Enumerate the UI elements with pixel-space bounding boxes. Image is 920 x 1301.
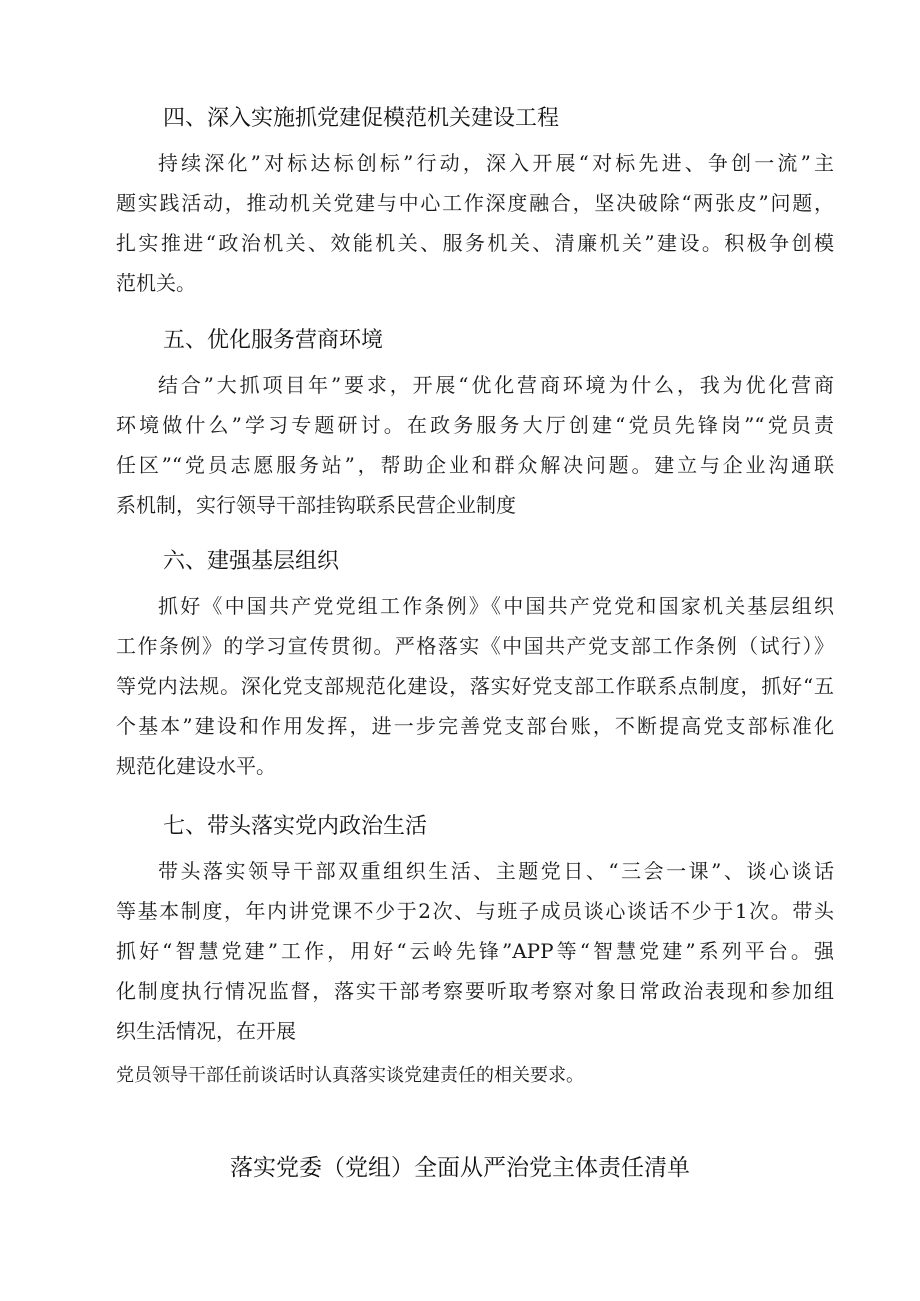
body-line: 系机制，实行领导干部挂钩联系民营企业制度 — [116, 493, 516, 517]
body-line: 带头落实领导干部双重组织生活、主题党日、“三会一课”、谈心谈话 — [158, 859, 834, 883]
body-line: 抓好“智慧党建”工作，用好“云岭先锋”APP等“智慧党建”系列平台。强 — [116, 939, 834, 963]
section-heading-4: 四、深入实施抓党建促模范机关建设工程 — [163, 106, 560, 131]
section-body-4 — [116, 143, 834, 303]
body-line: 任区”“党员志愿服务站”，帮助企业和群众解决问题。建立与企业沟通联 — [116, 453, 834, 477]
body-line: 等党内法规。深化党支部规范化建设，落实好党支部工作联系点制度，抓好“五 — [116, 674, 834, 698]
section-heading-7: 七、带头落实党内政治生活 — [163, 814, 428, 839]
section-heading-5: 五、优化服务营商环境 — [163, 328, 384, 353]
body-line: 题实践活动，推动机关党建与中心工作深度融合，坚决破除“两张皮”问题， — [116, 191, 834, 215]
section-heading-6: 六、建强基层组织 — [163, 549, 340, 574]
document-title: 落实党委（党组）全面从严治党主体责任清单 — [230, 1155, 690, 1181]
body-line: 等基本制度，年内讲党课不少于2次、与班子成员谈心谈话不少于1次。带头 — [116, 899, 834, 923]
section-body-7 — [116, 851, 834, 1051]
body-line: 持续深化”对标达标创标”行动，深入开展“对标先进、争创一流”主 — [158, 151, 834, 175]
body-line: 规范化建设水平。 — [116, 754, 276, 778]
body-line: 扎实推进“政治机关、效能机关、服务机关、清廉机关”建设。积极争创模 — [116, 231, 834, 255]
section-body-5 — [116, 365, 834, 525]
body-line: 范机关。 — [116, 271, 196, 295]
body-line: 环境做什么”学习专题研讨。在政务服务大厅创建“党员先锋岗”“党员责 — [116, 413, 834, 437]
body-line: 织生活情况，在开展 — [116, 1019, 296, 1043]
body-line: 结合”大抓项目年”要求，开展“优化营商环境为什么，我为优化营商 — [158, 373, 834, 397]
tail-line: 党员领导干部任前谈话时认真落实谈党建责任的相关要求。 — [116, 1065, 584, 1086]
body-line: 个基本”建设和作用发挥，进一步完善党支部台账，不断提高党支部标准化 — [116, 714, 834, 738]
body-line: 工作条例》的学习宣传贯彻。严格落实《中国共产党支部工作条例（试行）》 — [116, 634, 834, 658]
body-line: 抓好《中国共产党党组工作条例》《中国共产党党和国家机关基层组织 — [158, 594, 834, 618]
section-body-6 — [116, 586, 834, 786]
body-line: 化制度执行情况监督，落实干部考察要听取考察对象日常政治表现和参加组 — [116, 979, 834, 1003]
